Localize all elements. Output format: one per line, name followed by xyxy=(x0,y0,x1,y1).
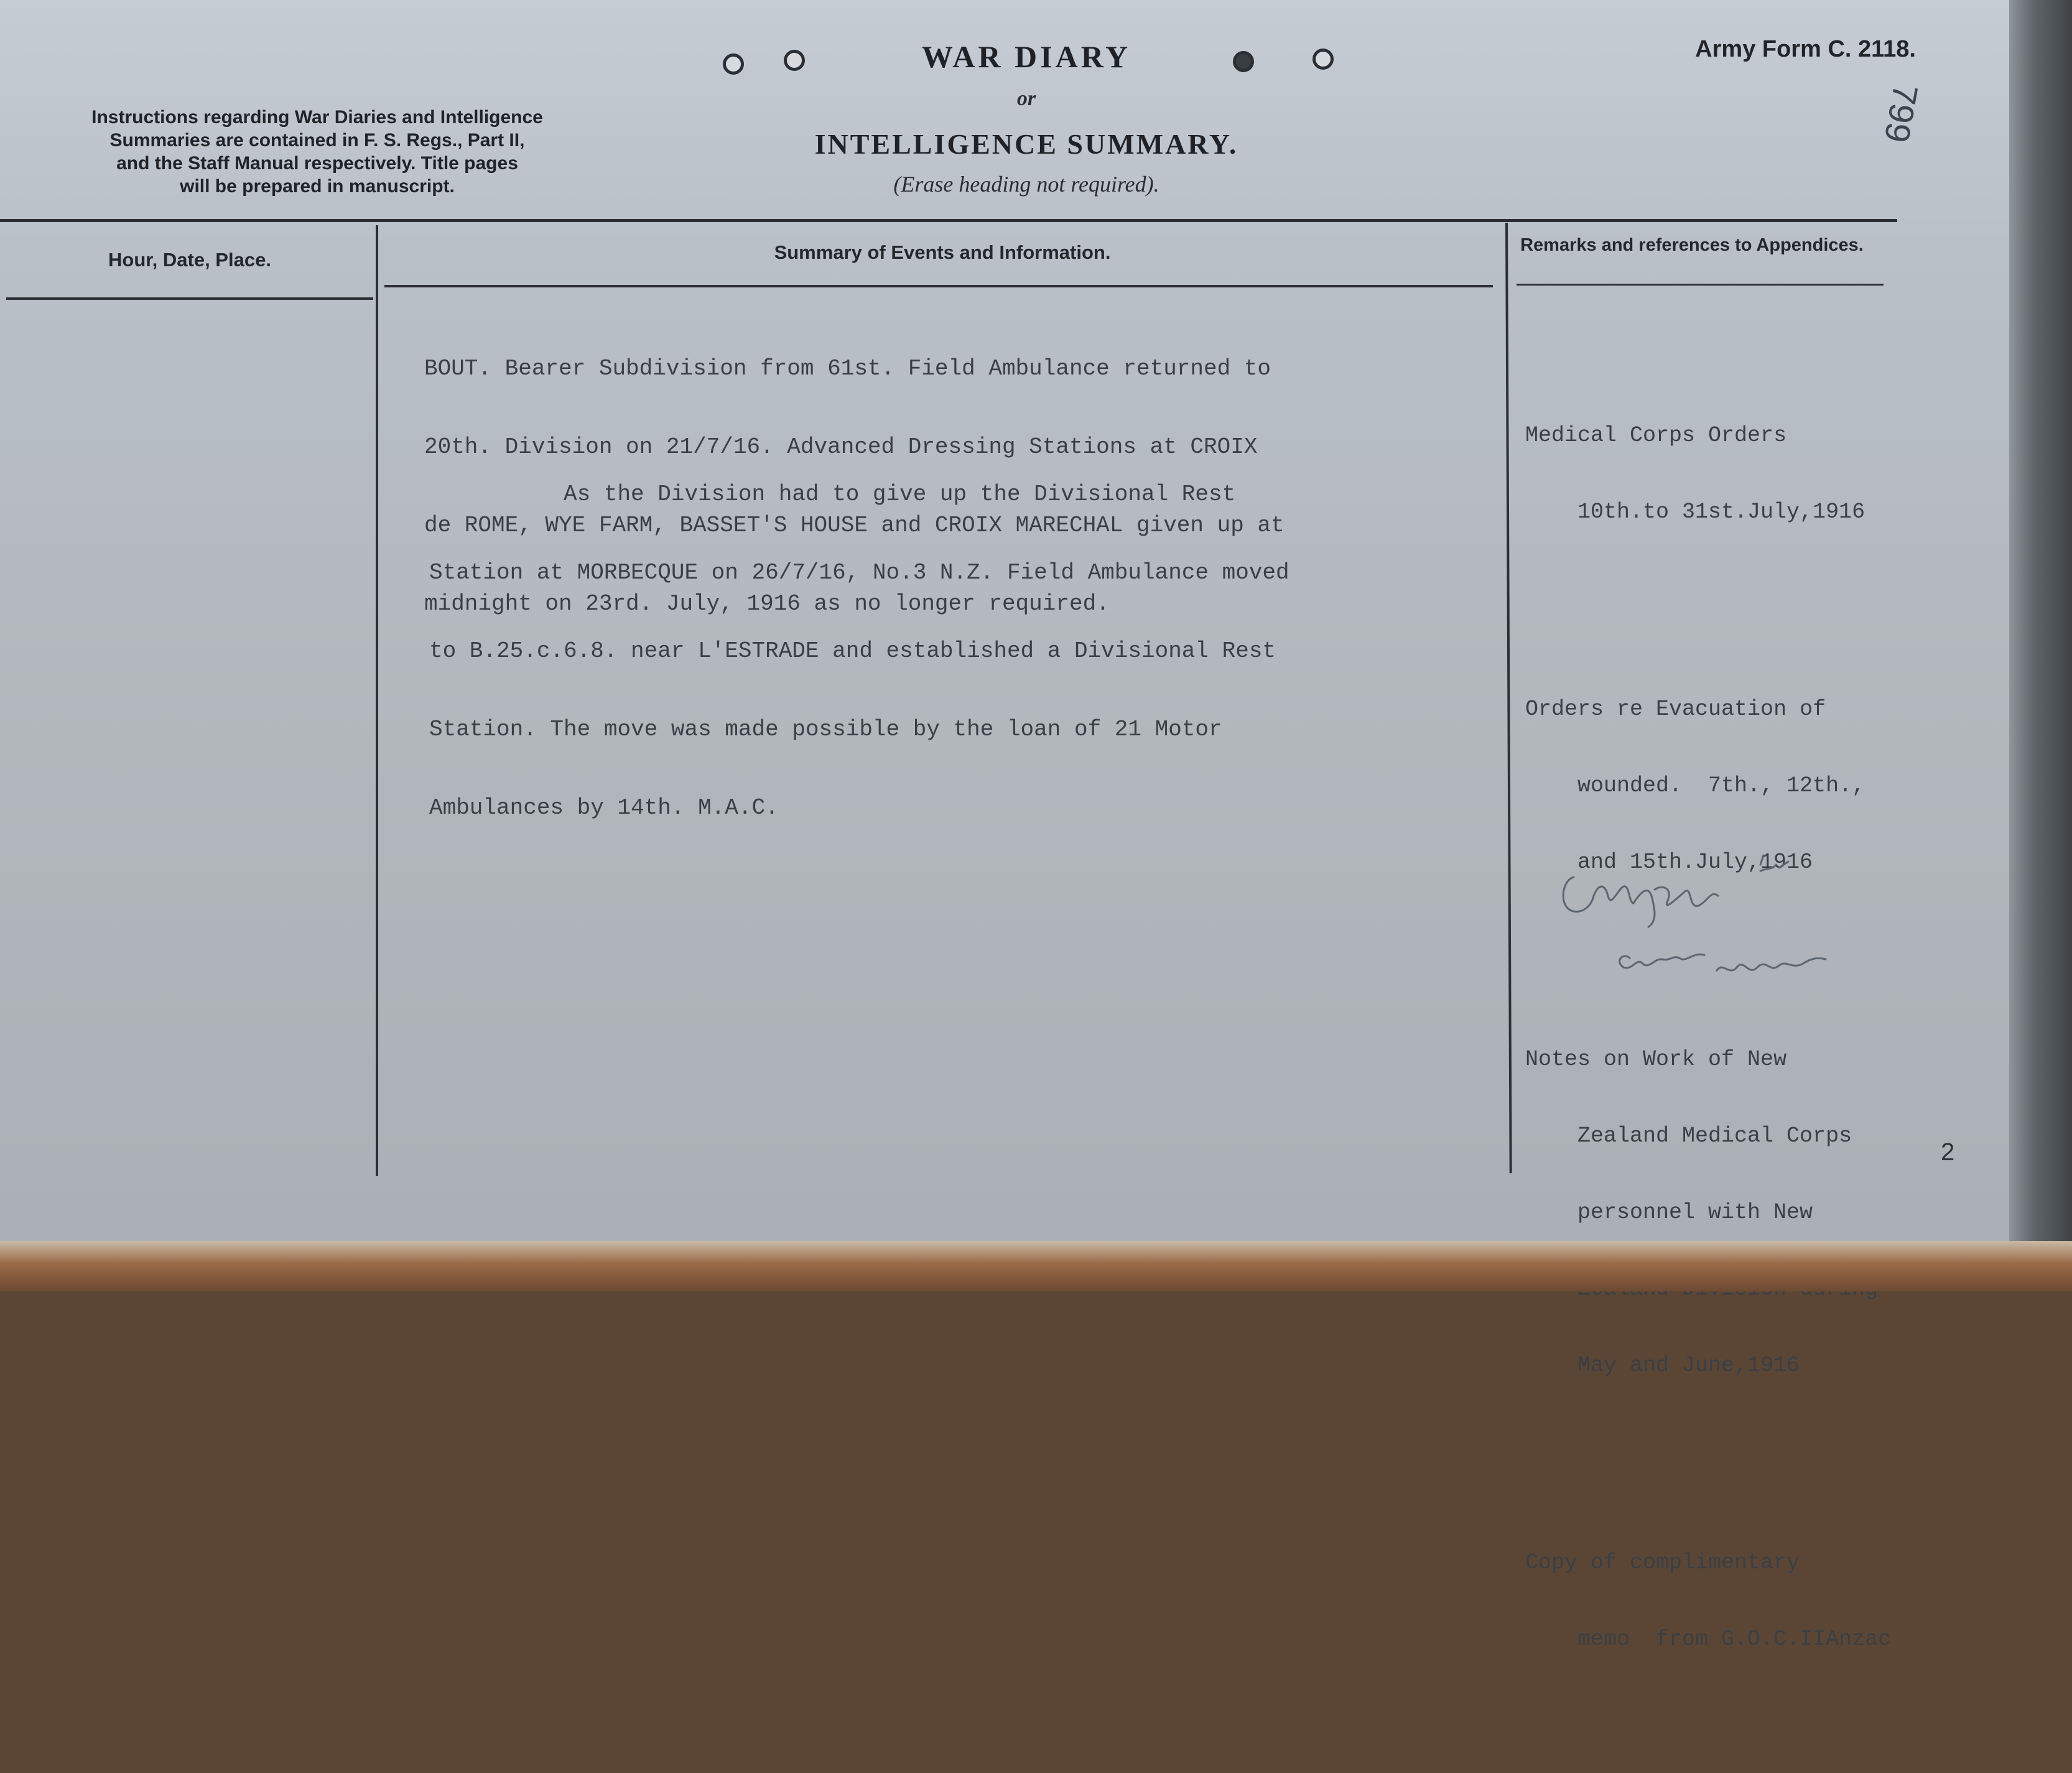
summary-line: Ambulances by 14th. M.A.C. xyxy=(429,795,779,821)
instructions-block xyxy=(37,106,597,198)
punch-hole-icon xyxy=(784,50,805,71)
corner-mark: 2 xyxy=(1941,1138,1955,1166)
army-form-number: Army Form C. 2118. xyxy=(1695,36,1916,62)
column-head-rule xyxy=(6,297,373,300)
punch-hole-icon xyxy=(723,54,744,75)
summary-line: Station at MORBECQUE on 26/7/16, No.3 N.Z. Field Ambulance moved xyxy=(429,560,1289,585)
remarks-line: Copy of complimentary xyxy=(1525,1550,1800,1575)
remarks-line: 10th.to 31st.July,1916 xyxy=(1577,500,1865,524)
erase-heading-note: (Erase heading not required). xyxy=(893,172,1159,197)
remarks-entry xyxy=(1525,1499,1891,1703)
instructions-line: Instructions regarding War Diaries and Intelligence xyxy=(91,107,543,128)
summary-paragraph-2 xyxy=(429,429,1289,873)
column-head-summary: Summary of Events and Information. xyxy=(774,241,1111,263)
remarks-line: Notes on Work of New xyxy=(1525,1047,1787,1072)
remarks-line: and 15th.July,1916 xyxy=(1577,850,1813,875)
folder-edge xyxy=(0,1241,2072,1291)
summary-line: midnight on 23rd. July, 1916 as no longer required. xyxy=(424,591,1110,617)
remarks-line: Medical Corps Orders xyxy=(1525,423,1787,448)
summary-line: to B.25.c.6.8. near L'ESTRADE and established a Divisional Rest xyxy=(429,638,1276,664)
instructions-line: Summaries are contained in F. S. Regs., Part II, xyxy=(109,130,525,151)
remarks-list xyxy=(1525,321,1891,1773)
remarks-line: wounded. 7th., 12th., xyxy=(1577,773,1865,798)
punch-hole-icon xyxy=(1312,49,1334,70)
column-head-rule xyxy=(1517,284,1884,286)
instructions-line: and the Staff Manual respectively. Title pages xyxy=(116,153,518,174)
summary-line: Station. The move was made possible by the loan of 21 Motor xyxy=(429,717,1222,742)
summary-line: As the Division had to give up the Divisional Rest xyxy=(429,482,1236,507)
title-or: or xyxy=(1016,87,1036,110)
title-intelligence-summary: INTELLIGENCE SUMMARY. xyxy=(814,128,1238,160)
remarks-line: Orders re Evacuation of xyxy=(1525,697,1826,722)
remarks-line: personnel with New xyxy=(1577,1200,1813,1225)
column-head-remarks: Remarks and references to Appendices. xyxy=(1520,235,1864,255)
title-war-diary: WAR DIARY xyxy=(921,39,1131,74)
summary-line: 20th. Division on 21/7/16. Advanced Dressing Stations at CROIX xyxy=(424,434,1258,460)
binder-edge xyxy=(2009,0,2072,1244)
remarks-entry xyxy=(1525,372,1891,576)
column-head-rule xyxy=(384,285,1493,287)
page-number: 799 xyxy=(1877,81,1926,146)
instructions-line: will be prepared in manuscript. xyxy=(180,176,455,197)
header-rule xyxy=(0,219,1897,222)
remarks-line: Zealand Medical Corps xyxy=(1577,1124,1852,1148)
column-divider xyxy=(1505,223,1512,1173)
pencil-signature-icon xyxy=(1555,852,1903,1014)
summary-line: de ROME, WYE FARM, BASSET'S HOUSE and CROIX MARECHAL given up at xyxy=(424,513,1285,538)
column-head-hour-date-place: Hour, Date, Place. xyxy=(108,249,271,271)
remarks-line: May and June,1916 xyxy=(1577,1353,1800,1378)
summary-line: BOUT. Bearer Subdivision from 61st. Field Ambulance returned to xyxy=(424,356,1271,381)
remarks-line: memo from G.O.C.IIAnzac xyxy=(1577,1627,1892,1652)
remarks-entry xyxy=(1525,996,1891,1430)
column-divider xyxy=(376,225,378,1176)
